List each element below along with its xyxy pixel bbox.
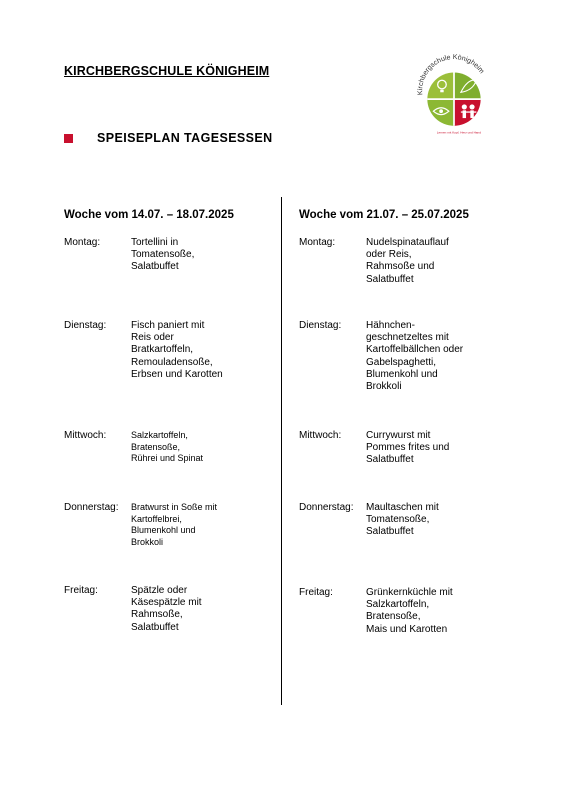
day-label: Montag: bbox=[64, 237, 101, 248]
day-row-mittwoch bbox=[64, 430, 203, 465]
day-label: Donnerstag: bbox=[299, 502, 354, 513]
day-row-montag bbox=[64, 237, 194, 274]
day-row-mittwoch bbox=[299, 430, 449, 467]
week-title: Woche vom 21.07. – 25.07.2025 bbox=[299, 209, 469, 221]
day-label: Freitag: bbox=[64, 585, 98, 596]
logo-arc-text: Kirchbergschule Königheim bbox=[417, 54, 486, 96]
day-label: Donnerstag: bbox=[64, 502, 119, 513]
day-label: Mittwoch: bbox=[299, 430, 342, 441]
meal-text: Bratwurst in Soße mit Kartoffelbrei, Blumenkohl und Brokkoli bbox=[131, 502, 218, 547]
meal-text: Maultaschen mit Tomatensoße, Salatbuffet bbox=[366, 502, 439, 538]
meal-text: Fisch paniert mit Reis oder Bratkartoffeln, Remouladensoße, Erbsen und Karotten bbox=[131, 320, 223, 380]
meal-text: Tortellini in Tomatensoße, Salatbuffet bbox=[131, 237, 195, 273]
week-title: Woche vom 14.07. – 18.07.2025 bbox=[64, 209, 234, 221]
day-row-dienstag bbox=[64, 320, 223, 381]
logo-tagline: Lernen mit Kopf, Herz und Hand bbox=[436, 130, 481, 135]
column-divider bbox=[281, 197, 282, 705]
day-row-freitag bbox=[299, 587, 453, 636]
meal-text: Nudelspinatauflauf oder Reis, Rahmsoße und Salatbuffet bbox=[366, 237, 449, 285]
day-row-montag bbox=[299, 237, 449, 286]
meal-text: Hähnchen- geschnetzeltes mit Kartoffelbällchen oder Gabelspaghetti, Blumenkohl und Brokkoli bbox=[366, 320, 464, 393]
meal-text: Grünkernküchle mit Salzkartoffeln, Bratensoße, Mais und Karotten bbox=[366, 587, 453, 635]
meal-text: Spätzle oder Käsespätzle mit Rahmsoße, Salatbuffet bbox=[131, 585, 202, 633]
day-row-donnerstag bbox=[64, 502, 217, 548]
day-label: Mittwoch: bbox=[64, 430, 107, 441]
day-row-freitag bbox=[64, 585, 202, 634]
meal-text: Currywurst mit Pommes frites und Salatbuffet bbox=[366, 430, 450, 466]
day-row-dienstag bbox=[299, 320, 463, 393]
school-title: KIRCHBERGSCHULE KÖNIGHEIM bbox=[64, 64, 270, 78]
plan-title: SPEISEPLAN TAGESESSEN bbox=[97, 131, 273, 145]
school-logo bbox=[411, 51, 497, 137]
day-label: Dienstag: bbox=[299, 320, 342, 331]
week-column-2 bbox=[299, 209, 509, 635]
day-row-donnerstag bbox=[299, 502, 439, 539]
day-label: Dienstag: bbox=[64, 320, 107, 331]
red-square-bullet bbox=[64, 134, 73, 143]
day-label: Montag: bbox=[299, 237, 336, 248]
meal-text: Salzkartoffeln, Bratensoße, Rührei und Spinat bbox=[131, 430, 204, 464]
day-label: Freitag: bbox=[299, 587, 333, 598]
plan-heading bbox=[64, 131, 273, 145]
week-column-1 bbox=[64, 209, 274, 633]
